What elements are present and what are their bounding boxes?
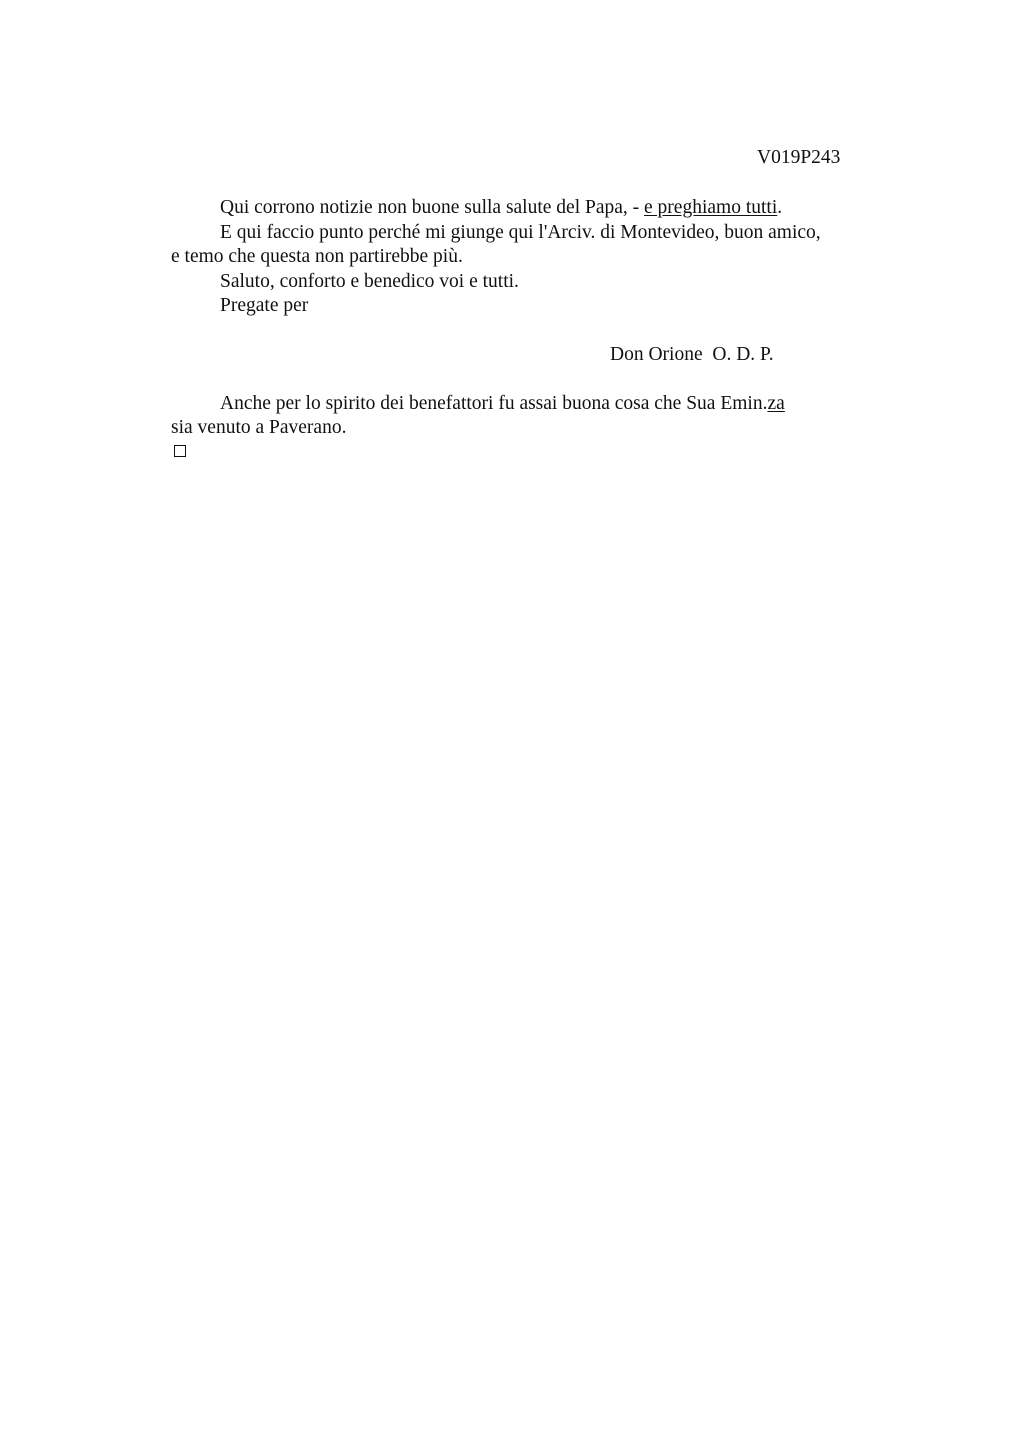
paragraph-archbishop-line1: E qui faccio punto perché mi giunge qui l'Arciv. di Montevideo, buon amico, [220, 222, 821, 243]
page-reference: V019P243 [757, 147, 841, 168]
paragraph-archbishop-line2: e temo che questa non partirebbe più. [171, 246, 463, 267]
paragraph-papa-health [220, 196, 782, 220]
signature: Don Orione O. D. P. [610, 344, 774, 365]
paragraph-greeting: Saluto, conforto e benedico voi e tutti. [220, 271, 519, 292]
underlined-abbreviation: za [767, 393, 785, 414]
paragraph-text: . [777, 197, 783, 218]
postscript-text: Anche per lo spirito dei benefattori fu assai buona cosa che Sua Emin. [220, 393, 768, 414]
underlined-text: e preghiamo tutti [644, 197, 778, 218]
postscript-line1 [220, 392, 785, 416]
checkbox-glyph [174, 445, 186, 457]
paragraph-pray-for: Pregate per [220, 295, 309, 316]
postscript-line2: sia venuto a Paverano. [171, 417, 347, 438]
paragraph-text: Qui corrono notizie non buone sulla salute del Papa, - [220, 197, 645, 218]
